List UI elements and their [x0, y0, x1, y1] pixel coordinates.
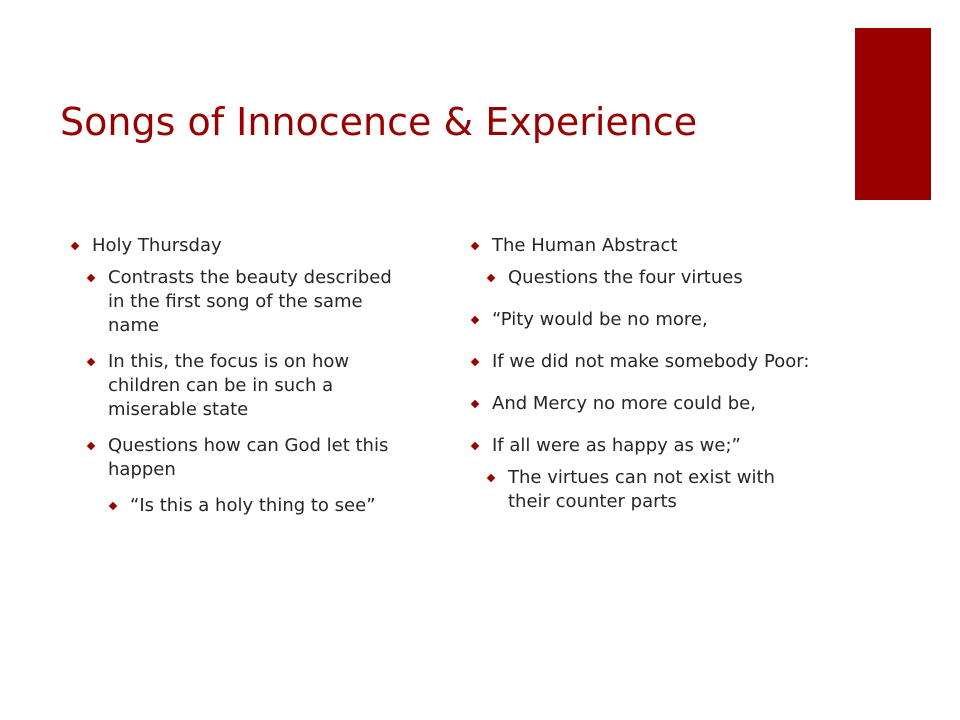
- bullet-holy-thursday: [70, 234, 400, 258]
- bullet-text: Contrasts the beauty described in the first song of the same name: [108, 267, 392, 336]
- bullet-questions-god: [70, 434, 400, 482]
- square-bullet-icon: [71, 242, 79, 250]
- bullet-contrasts: [70, 266, 400, 338]
- bullet-text: Questions the four virtues: [508, 267, 743, 288]
- bullet-text: “Pity would be no more,: [492, 309, 708, 330]
- square-bullet-icon: [487, 474, 495, 482]
- bullet-text: Holy Thursday: [92, 235, 222, 256]
- square-bullet-icon: [87, 274, 95, 282]
- square-bullet-icon: [87, 358, 95, 366]
- square-bullet-icon: [471, 442, 479, 450]
- bullet-poem-line: [470, 308, 820, 332]
- bullet-poem-line: [470, 434, 820, 458]
- bullet-text: The virtues can not exist with their counter parts: [508, 467, 775, 512]
- square-bullet-icon: [471, 358, 479, 366]
- square-bullet-icon: [487, 274, 495, 282]
- bullet-human-abstract: [470, 234, 820, 258]
- square-bullet-icon: [471, 316, 479, 324]
- slide-title: Songs of Innocence & Experience: [60, 100, 698, 144]
- bullet-text: And Mercy no more could be,: [492, 393, 756, 414]
- bullet-virtues-conclusion: [470, 466, 820, 514]
- bullet-text: Questions how can God let this happen: [108, 435, 389, 480]
- accent-bar: [855, 28, 931, 200]
- bullet-focus: [70, 350, 400, 422]
- bullet-text: If we did not make somebody Poor:: [492, 351, 810, 372]
- bullet-text: In this, the focus is on how children can be in such a miserable state: [108, 351, 350, 420]
- square-bullet-icon: [109, 502, 117, 510]
- bullet-quote: [70, 494, 400, 518]
- bullet-poem-line: [470, 350, 820, 374]
- bullet-poem-line: [470, 392, 820, 416]
- square-bullet-icon: [471, 400, 479, 408]
- bullet-text: The Human Abstract: [492, 235, 678, 256]
- right-column: [470, 234, 820, 526]
- bullet-four-virtues: [470, 266, 820, 290]
- bullet-text: If all were as happy as we;”: [492, 435, 741, 456]
- bullet-text: “Is this a holy thing to see”: [130, 495, 376, 516]
- square-bullet-icon: [87, 442, 95, 450]
- left-column: [70, 234, 400, 530]
- square-bullet-icon: [471, 242, 479, 250]
